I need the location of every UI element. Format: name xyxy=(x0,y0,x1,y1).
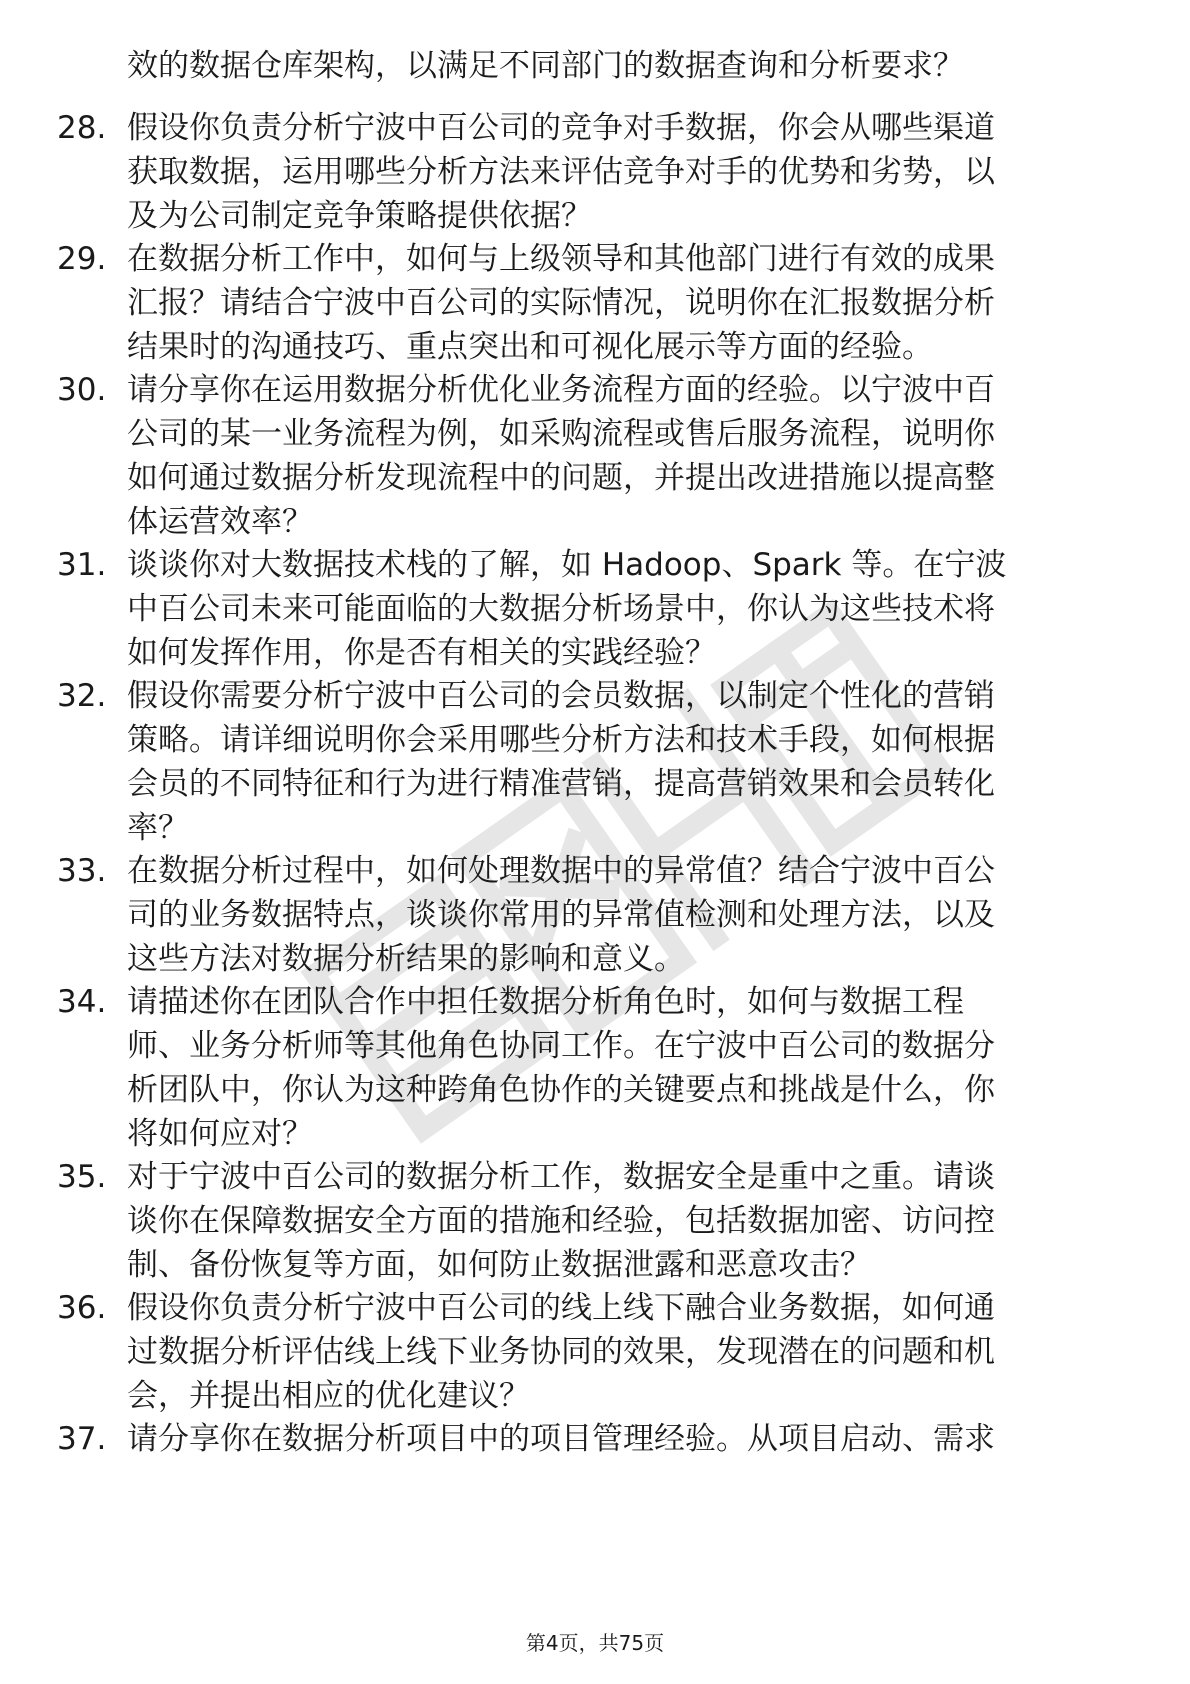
question-text-line: 假设你负责分析宁波中百公司的竞争对手数据，你会从哪些渠道 xyxy=(127,110,995,146)
question-text-line: 如何通过数据分析发现流程中的问题，并提出改进措施以提高整 xyxy=(127,460,995,496)
question-text-line: 在数据分析过程中，如何处理数据中的异常值？结合宁波中百公 xyxy=(127,853,995,889)
question-text-line: 析团队中，你认为这种跨角色协作的关键要点和挑战是什么，你 xyxy=(127,1072,995,1108)
question-text-line: 请描述你在团队合作中担任数据分析角色时，如何与数据工程 xyxy=(127,984,964,1020)
question-text-line: 率？ xyxy=(127,810,189,846)
question-number: 31. xyxy=(57,547,107,583)
question-number: 36. xyxy=(57,1290,107,1326)
question-text-line: 制、备份恢复等方面，如何防止数据泄露和恶意攻击？ xyxy=(127,1247,871,1283)
question-number: 32. xyxy=(57,678,107,714)
question-number: 34. xyxy=(57,984,107,1020)
question-text-line: 假设你需要分析宁波中百公司的会员数据，以制定个性化的营销 xyxy=(127,678,995,714)
question-text-line: 将如何应对？ xyxy=(127,1116,313,1152)
question-text-line: 如何发挥作用，你是否有相关的实践经验？ xyxy=(127,635,716,671)
question-number: 28. xyxy=(57,110,107,146)
question-text-line: 中百公司未来可能面临的大数据分析场景中，你认为这些技术将 xyxy=(127,591,995,627)
question-text-line: 会员的不同特征和行为进行精准营销，提高营销效果和会员转化 xyxy=(127,766,995,802)
question-text-line: 结果时的沟通技巧、重点突出和可视化展示等方面的经验。 xyxy=(127,329,933,365)
question-text-line: 汇报？请结合宁波中百公司的实际情况，说明你在汇报数据分析 xyxy=(127,285,995,321)
question-text-line: 请分享你在运用数据分析优化业务流程方面的经验。以宁波中百 xyxy=(127,372,995,408)
question-text-line: 公司的某一业务流程为例，如采购流程或售后服务流程，说明你 xyxy=(127,416,995,452)
question-number: 35. xyxy=(57,1159,107,1195)
question-text-line: 获取数据，运用哪些分析方法来评估竞争对手的优势和劣势，以 xyxy=(127,154,995,190)
question-text-line: 这些方法对数据分析结果的影响和意义。 xyxy=(127,941,685,977)
question-number: 37. xyxy=(57,1421,107,1457)
question-text-line: 会，并提出相应的优化建议？ xyxy=(127,1378,530,1414)
question-text-line: 假设你负责分析宁波中百公司的线上线下融合业务数据，如何通 xyxy=(127,1290,995,1326)
question-text-line: 对于宁波中百公司的数据分析工作，数据安全是重中之重。请谈 xyxy=(127,1159,995,1195)
question-text-line: 谈你在保障数据安全方面的措施和经验，包括数据加密、访问控 xyxy=(127,1203,995,1239)
question-text-line: 策略。请详细说明你会采用哪些分析方法和技术手段，如何根据 xyxy=(127,722,995,758)
page-footer: 第4页，共75页 xyxy=(525,1631,665,1655)
question-text-line: 及为公司制定竞争策略提供依据？ xyxy=(127,198,592,234)
question-number: 30. xyxy=(57,372,107,408)
question-text-line: 在数据分析工作中，如何与上级领导和其他部门进行有效的成果 xyxy=(127,241,995,277)
question-number: 33. xyxy=(57,853,107,889)
question-number: 29. xyxy=(57,241,107,277)
question-text-line: 请分享你在数据分析项目中的项目管理经验。从项目启动、需求 xyxy=(127,1421,995,1457)
continuation-text: 效的数据仓库架构，以满足不同部门的数据查询和分析要求？ xyxy=(127,48,964,84)
question-text-line: 司的业务数据特点，谈谈你常用的异常值检测和处理方法，以及 xyxy=(127,897,995,933)
question-text-line: 师、业务分析师等其他角色协同工作。在宁波中百公司的数据分 xyxy=(127,1028,995,1064)
question-text-line: 过数据分析评估线上线下业务协同的效果，发现潜在的问题和机 xyxy=(127,1334,995,1370)
question-text-line: 体运营效率？ xyxy=(127,504,313,540)
question-text-line: 谈谈你对大数据技术栈的了解，如 Hadoop、Spark 等。在宁波 xyxy=(127,547,1007,583)
